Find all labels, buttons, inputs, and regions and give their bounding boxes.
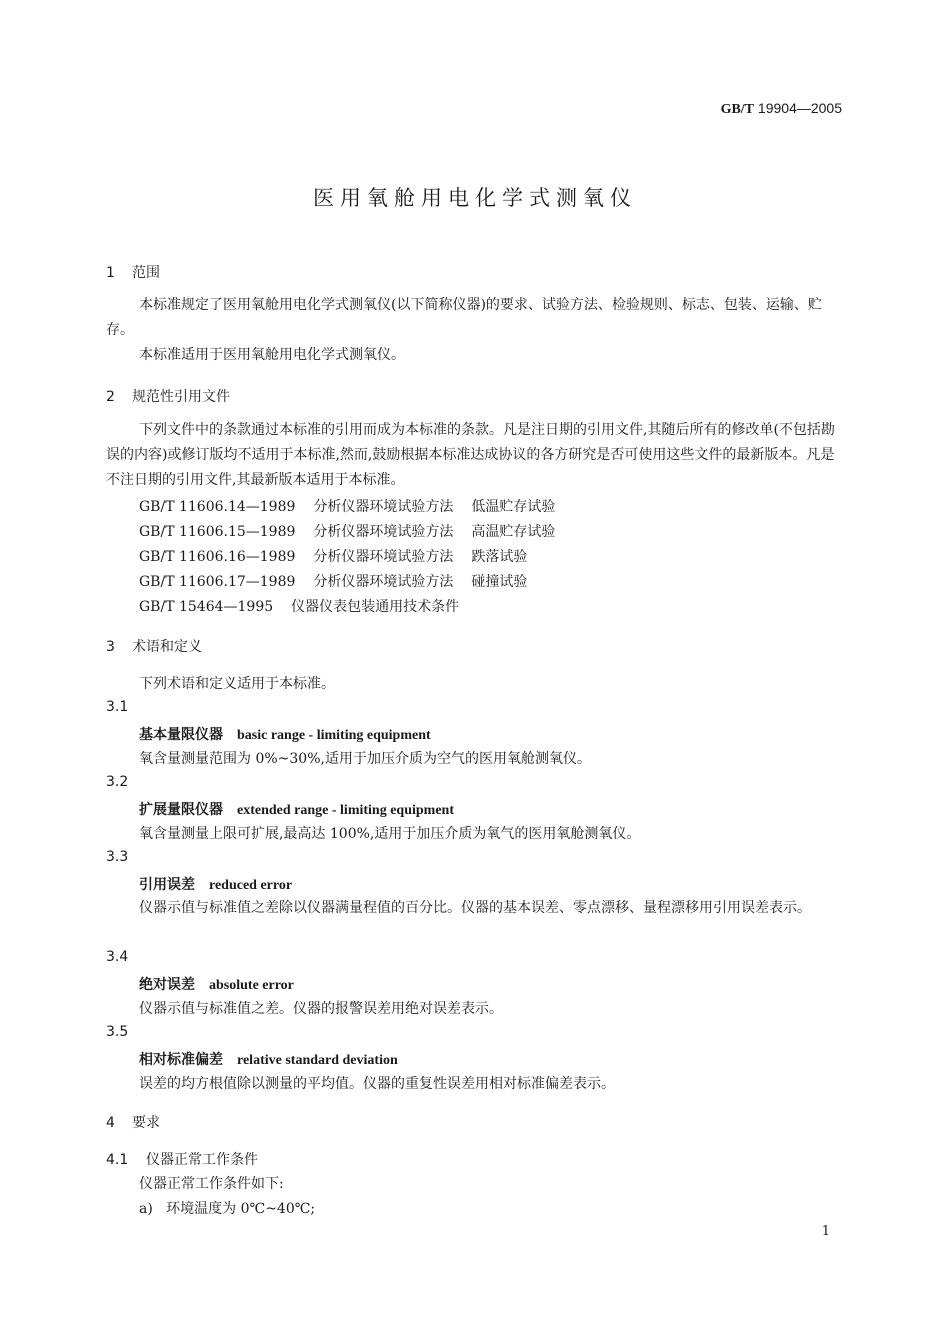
section-3-heading bbox=[106, 636, 202, 656]
reference-item: GB/T 11606.17—1989 分析仪器环境试验方法 碰撞试验 bbox=[139, 574, 528, 590]
term-name: 扩展量限仪器 extended range - limiting equipment bbox=[139, 802, 454, 818]
standard-number: 19904—2005 bbox=[757, 100, 842, 116]
subsection-4-1-heading bbox=[106, 1149, 258, 1169]
section-3-intro: 下列术语和定义适用于本标准。 bbox=[139, 676, 335, 692]
term-definition: 仪器示值与标准值之差。仪器的报警误差用绝对误差表示。 bbox=[139, 1001, 503, 1017]
term-definition: 仪器示值与标准值之差除以仪器满量程值的百分比。仪器的基本误差、零点漂移、量程漂移用引用误差表示。 bbox=[139, 900, 811, 916]
term-definition: 误差的均方根值除以测量的平均值。仪器的重复性误差用相对标准偏差表示。 bbox=[139, 1076, 615, 1092]
section-4-heading bbox=[106, 1112, 160, 1132]
term-definition: 氧含量测量范围为 0%~30%,适用于加压介质为空气的医用氧舱测氧仪。 bbox=[139, 751, 591, 767]
standard-prefix: GB/T bbox=[720, 102, 755, 117]
section-title: 范围 bbox=[132, 265, 160, 281]
subsection-number: 4.1 bbox=[106, 1152, 129, 1168]
section-number: 1 bbox=[106, 265, 115, 281]
section-1-heading bbox=[106, 262, 160, 282]
standard-code bbox=[721, 100, 842, 118]
term-name: 绝对误差 absolute error bbox=[139, 977, 294, 993]
reference-item: GB/T 11606.15—1989 分析仪器环境试验方法 高温贮存试验 bbox=[139, 524, 556, 540]
term-number: 3.2 bbox=[106, 774, 129, 790]
section-1-paragraph-1: 本标准规定了医用氧舱用电化学式测氧仪(以下简称仪器)的要求、试验方法、检验规则、标志、包装、运输、贮存。 bbox=[106, 297, 822, 338]
section-title: 要求 bbox=[132, 1115, 160, 1131]
section-2-paragraph-1: 下列文件中的条款通过本标准的引用而成为本标准的条款。凡是注日期的引用文件,其随后所有的修改单(不包括勘误的内容)或修订版均不适用于本标准,然而,鼓励根据本标准达成协议的各方研究是否可使用这些文件的最新版本。凡是不注日期的引用文件,其最新版本适用于本标准。 bbox=[106, 422, 835, 488]
term-definition: 氧含量测量上限可扩展,最高达 100%,适用于加压介质为氧气的医用氧舱测氧仪。 bbox=[139, 826, 641, 842]
section-number: 4 bbox=[106, 1115, 115, 1131]
term-name: 相对标准偏差 relative standard deviation bbox=[139, 1052, 398, 1068]
term-name: 基本量限仪器 basic range - limiting equipment bbox=[139, 727, 431, 743]
section-2-heading bbox=[106, 386, 230, 406]
document-title: 医用氧舱用电化学式测氧仪 bbox=[313, 186, 637, 210]
term-number: 3.1 bbox=[106, 699, 129, 715]
subsection-title: 仪器正常工作条件 bbox=[146, 1152, 258, 1168]
list-item-label: a) bbox=[139, 1201, 153, 1217]
section-title: 术语和定义 bbox=[132, 639, 202, 655]
section-1-paragraph-2: 本标准适用于医用氧舱用电化学式测氧仪。 bbox=[139, 347, 405, 363]
term-number: 3.5 bbox=[106, 1024, 129, 1040]
list-item bbox=[139, 1198, 315, 1218]
reference-item: GB/T 11606.14—1989 分析仪器环境试验方法 低温贮存试验 bbox=[139, 499, 556, 515]
term-number: 3.4 bbox=[106, 949, 129, 965]
reference-item: GB/T 15464—1995 仪器仪表包装通用技术条件 bbox=[139, 599, 460, 615]
subsection-intro: 仪器正常工作条件如下: bbox=[139, 1176, 284, 1192]
reference-item: GB/T 11606.16—1989 分析仪器环境试验方法 跌落试验 bbox=[139, 549, 528, 565]
list-item-text: 环境温度为 0℃~40℃; bbox=[166, 1201, 316, 1217]
section-number: 2 bbox=[106, 389, 115, 405]
page-number: 1 bbox=[821, 1224, 830, 1239]
term-name: 引用误差 reduced error bbox=[139, 877, 293, 893]
section-title: 规范性引用文件 bbox=[132, 389, 230, 405]
term-number: 3.3 bbox=[106, 849, 129, 865]
section-number: 3 bbox=[106, 639, 115, 655]
